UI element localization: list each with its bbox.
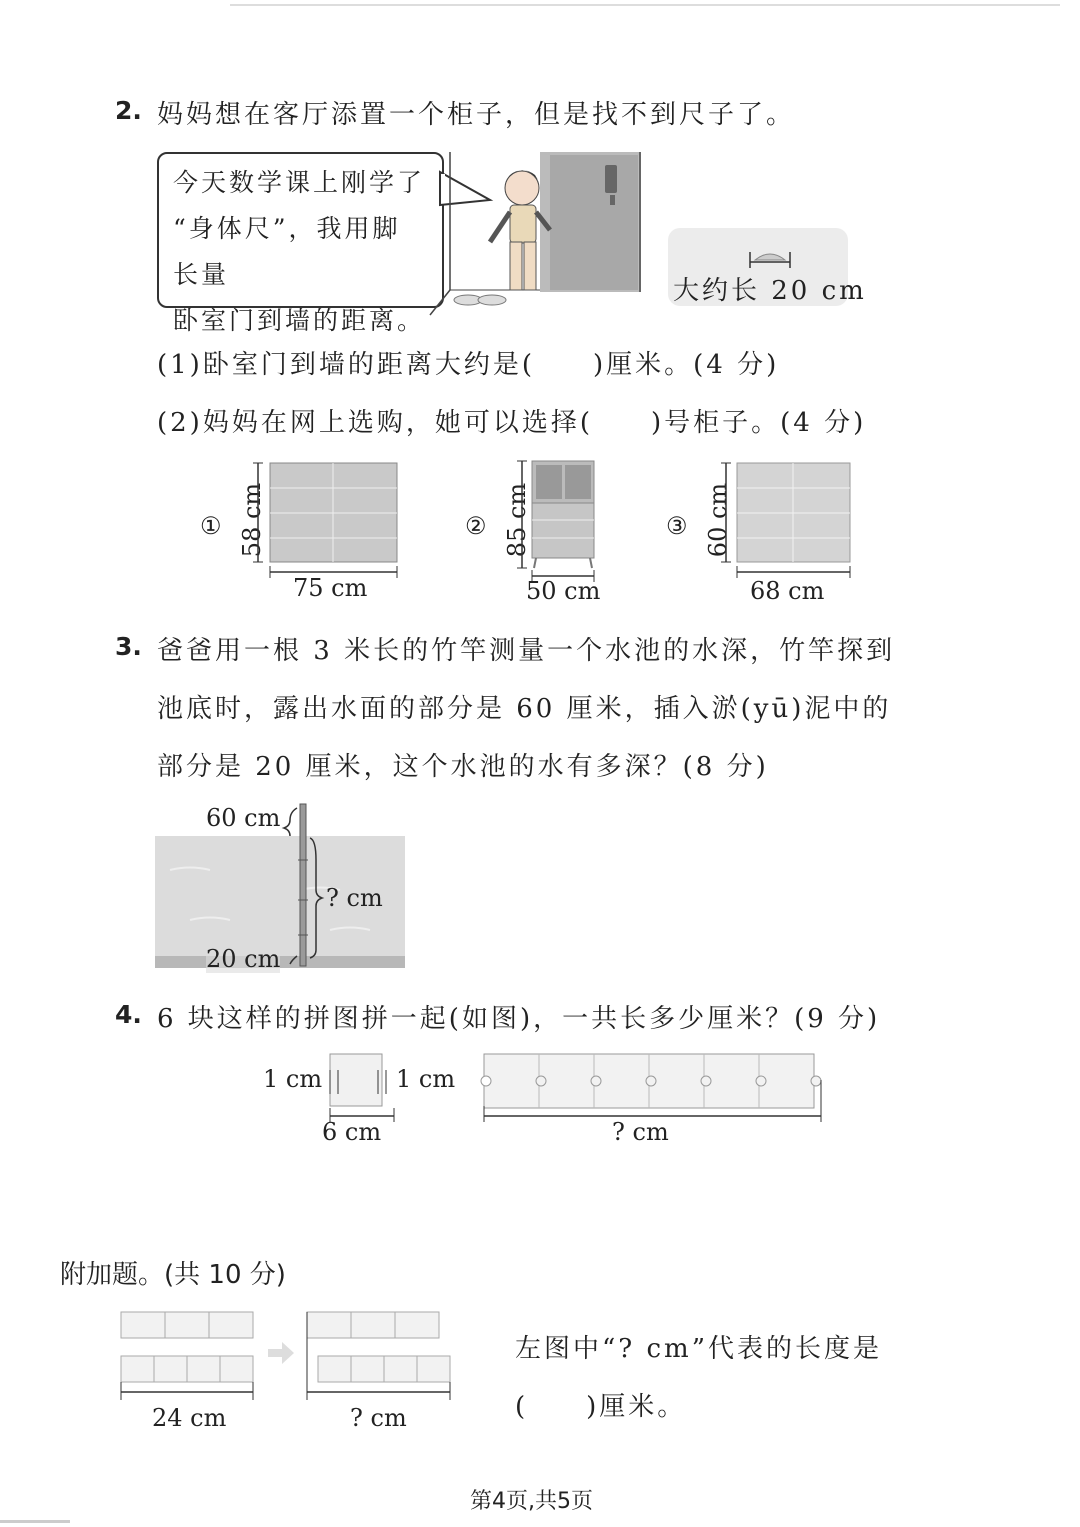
- bottom-rule: [0, 1520, 70, 1523]
- pond-label-top: 60 cm: [206, 804, 281, 832]
- cabinet-3-height: 60 cm: [704, 482, 733, 558]
- q3-line-1: 爸爸用一根 3 米长的竹竿测量一个水池的水深，竹竿探到: [157, 636, 896, 666]
- bonus-right-figure: [302, 1308, 457, 1403]
- q2-number: 2.: [115, 96, 142, 125]
- puzzle-row: [478, 1050, 828, 1125]
- bonus-right-label: ? cm: [350, 1404, 407, 1432]
- bonus-text-2: ( )厘米。: [515, 1392, 687, 1422]
- pond-label-mid: ? cm: [326, 884, 383, 912]
- cabinet-2-width: 50 cm: [526, 577, 601, 605]
- bonus-left-figure: [118, 1308, 258, 1403]
- q3-line-3: 部分是 20 厘米，这个水池的水有多深？(8 分): [157, 752, 769, 782]
- cabinet-1-height: 58 cm: [238, 482, 267, 558]
- bonus-text-1: 左图中“? cm”代表的长度是: [515, 1334, 883, 1364]
- cabinet-2-mark: ②: [465, 512, 487, 540]
- cabinet-1-mark: ①: [200, 512, 222, 540]
- q3-number: 3.: [115, 632, 142, 661]
- q2-sub2: (2)妈妈在网上选购，她可以选择( )号柜子。(4 分): [157, 408, 867, 438]
- cabinet-1-width: 75 cm: [293, 574, 368, 602]
- q2-text: 妈妈想在客厅添置一个柜子，但是找不到尺子了。: [157, 100, 796, 130]
- q4-number: 4.: [115, 1000, 142, 1029]
- right-tab-label: 1 cm: [396, 1065, 456, 1093]
- q3-line-2: 池底时，露出水面的部分是 60 厘米，插入淤(yū)泥中的: [157, 694, 892, 724]
- puzzle-piece: [320, 1050, 400, 1125]
- arrow-right-icon: [266, 1340, 296, 1366]
- q4-text: 6 块这样的拼图拼一起(如图)，一共长多少厘米？(9 分): [157, 1004, 881, 1034]
- cabinet-3-width: 68 cm: [750, 577, 825, 605]
- page-footer: 第4页,共5页: [470, 1489, 593, 1514]
- bubble-line-2: “身体尺”，我用脚长量: [173, 214, 401, 289]
- top-rule: [230, 4, 1060, 6]
- pond-label-bottom: 20 cm: [206, 945, 281, 973]
- foot-ruler-icon: [745, 240, 795, 270]
- speech-bubble: [157, 152, 444, 335]
- bubble-line-3: 卧室门到墙的距离。: [173, 306, 426, 335]
- cabinet-2: [516, 458, 606, 583]
- cabinet-3: [720, 460, 855, 580]
- q2-sub1: (1)卧室门到墙的距离大约是( )厘米。(4 分): [157, 350, 780, 380]
- puzzle-total-label: ? cm: [612, 1118, 669, 1146]
- bubble-line-1: 今天数学课上刚学了: [173, 168, 426, 197]
- cabinet-3-mark: ③: [666, 512, 688, 540]
- foot-length-label: 大约长 20 cm: [673, 276, 867, 306]
- bonus-left-label: 24 cm: [152, 1404, 227, 1432]
- piece-width-label: 6 cm: [322, 1118, 382, 1146]
- bonus-title: 附加题。(共 10 分): [60, 1260, 286, 1290]
- left-tab-label: 1 cm: [263, 1065, 323, 1093]
- cabinet-1: [252, 460, 402, 580]
- cabinet-2-height: 85 cm: [503, 482, 532, 558]
